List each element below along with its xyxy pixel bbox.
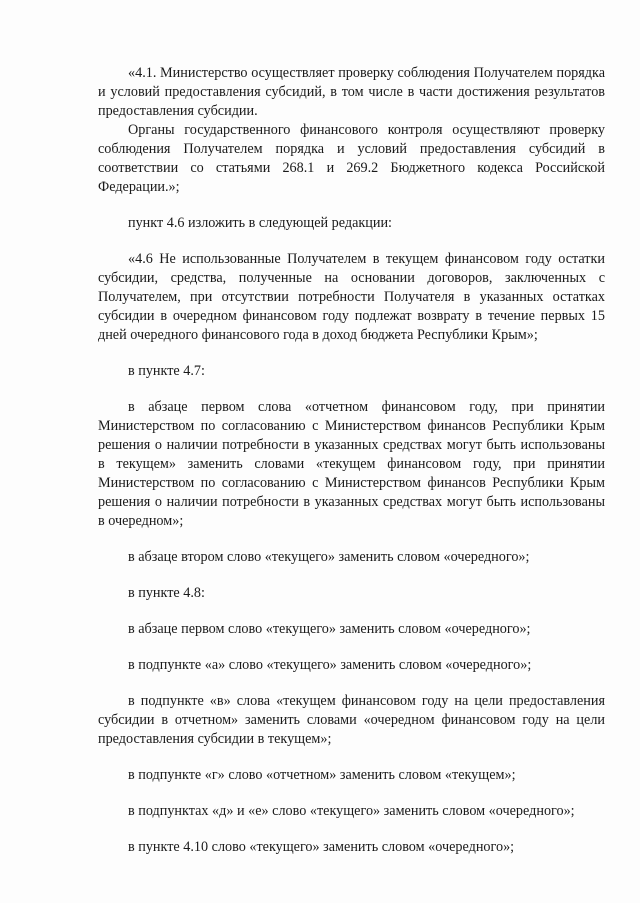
paragraph-4-7-first: в абзаце первом слова «отчетном финансовом году, при принятии Министерством по согласованию с Министерством финансов Республики Крым решения о наличии потребности в указанных средствах могут быть использованы в текущем» заменить словами «текущем финансовом году, при принятии Министерством по согласованию с Министерством финансов Республики Крым решения о наличии потребности в указанных средствах могут быть использованы в очередном»;	[98, 399, 605, 529]
paragraph-4-8-v: в подпункте «в» слова «текущем финансовом году на цели предоставления субсидии в отчетном» заменить словами «очередном финансовом году на цели предоставления субсидии в текущем»;	[98, 693, 605, 747]
paragraph-item-4-7-intro: в пункте 4.7:	[128, 363, 205, 379]
paragraph-4-7-second: в абзаце втором слово «текущего» заменить словом «очередного»;	[128, 549, 530, 565]
paragraph-4-8-first: в абзаце первом слово «текущего» заменить словом «очередного»;	[128, 621, 531, 637]
paragraph-4-6: «4.6 Не использованные Получателем в текущем финансовом году остатки субсидии, средства, полученные на основании договоров, заключенных с Получателем, при отсутствии потребности Получателя в указанных остатках субсидии в очередном финансовом году подлежат возврату в течение первых 15 дней очередного финансового года в доход бюджета Республики Крым»;	[98, 251, 605, 343]
paragraph-4-8-a: в подпункте «а» слово «текущего» заменить словом «очередного»;	[128, 657, 532, 673]
paragraph-item-4-8-intro: в пункте 4.8:	[128, 585, 205, 601]
paragraph-item-4-6-intro: пункт 4.6 изложить в следующей редакции:	[128, 215, 392, 231]
paragraph-4-8-g: в подпункте «г» слово «отчетном» заменить словом «текущем»;	[128, 767, 516, 783]
paragraph-4-1: «4.1. Министерство осуществляет проверку соблюдения Получателем порядка и условий предоставления субсидий, в том числе в части достижения результатов предоставления субсидии.	[98, 65, 605, 119]
document-body	[98, 64, 605, 857]
paragraph-control-bodies: Органы государственного финансового контроля осуществляют проверку соблюдения Получателем порядка и условий предоставления субсидий в соответствии со статьями 268.1 и 269.2 Бюджетного кодекса Российской Федерации.»;	[98, 122, 605, 195]
paragraph-4-8-d-e: в подпунктах «д» и «е» слово «текущего» заменить словом «очередного»;	[128, 803, 575, 819]
paragraph-4-10: в пункте 4.10 слово «текущего» заменить словом «очередного»;	[128, 839, 515, 855]
